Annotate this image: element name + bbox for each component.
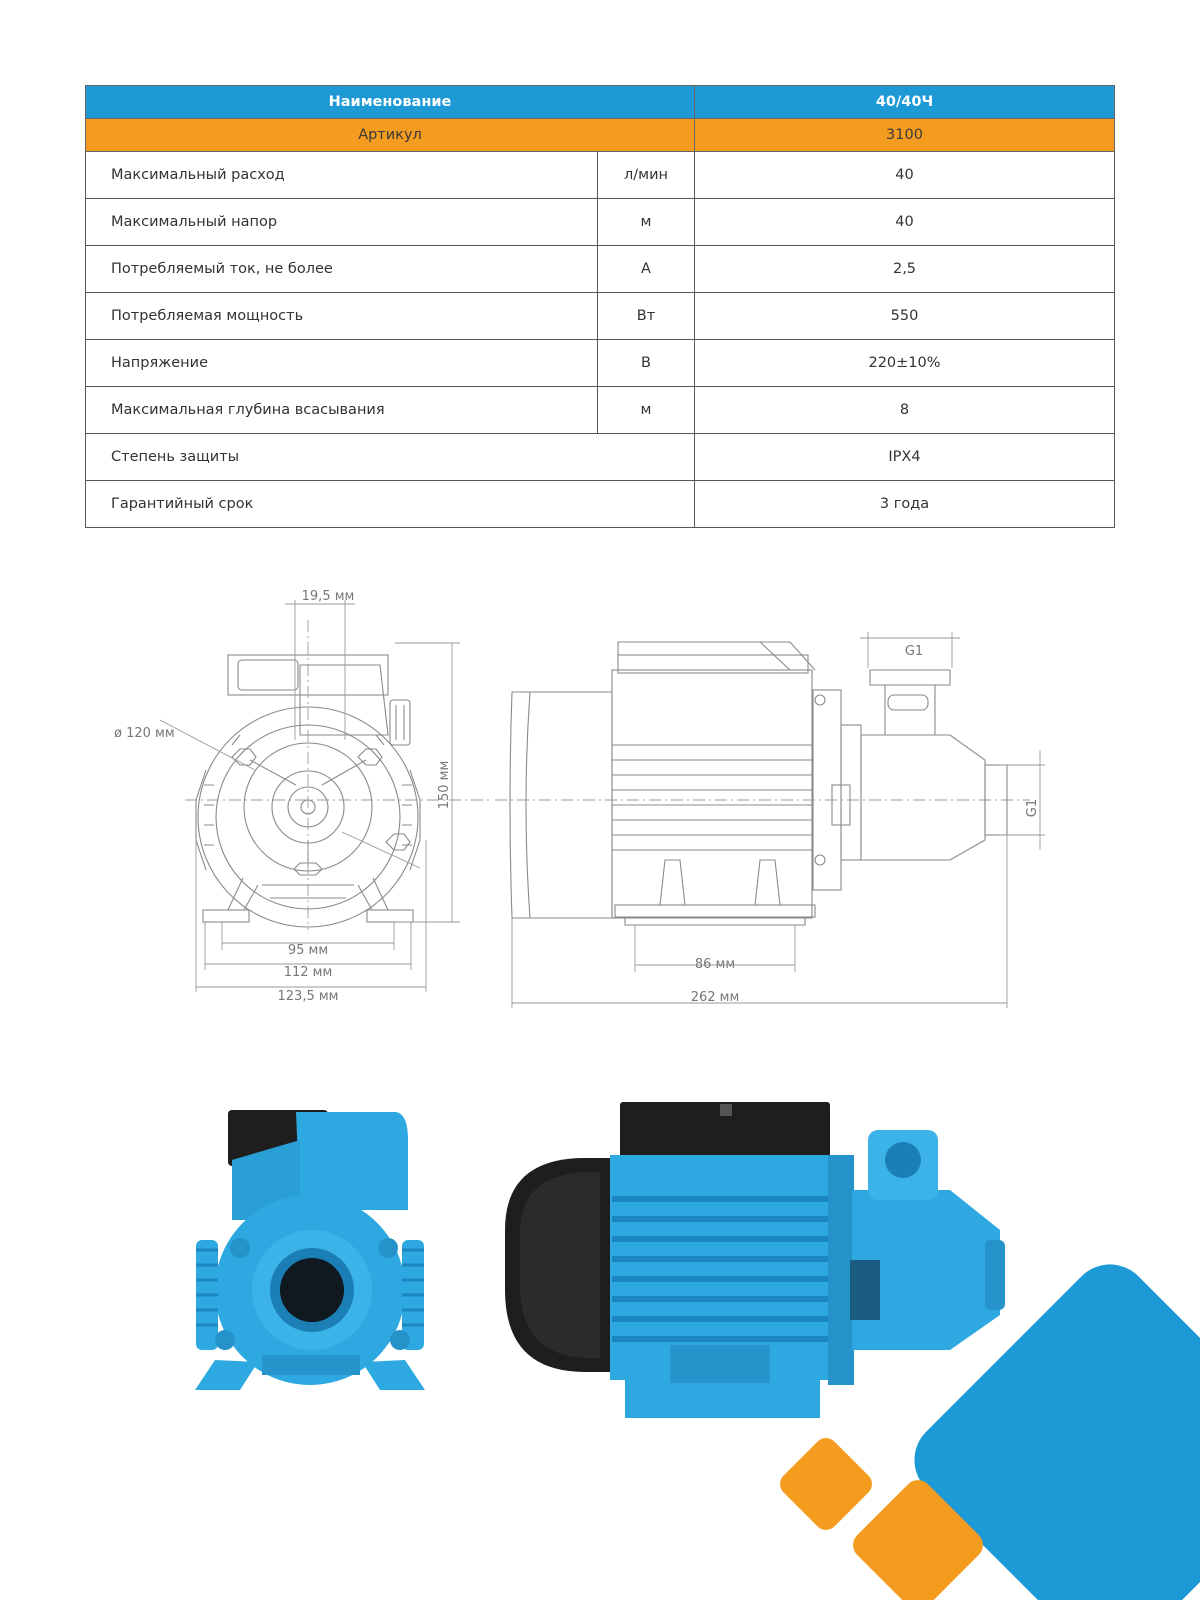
side-view-drawing: [510, 642, 1007, 925]
pump-front-photo: [195, 1110, 425, 1390]
table-row: [86, 434, 1115, 481]
param-value: 2,5: [695, 246, 1115, 293]
param-name: Максимальная глубина всасывания: [86, 387, 598, 434]
param-value: 3 года: [695, 481, 1115, 528]
table-row: [86, 340, 1115, 387]
table-row: [86, 481, 1115, 528]
dim-g1-top-label: G1: [904, 644, 924, 659]
header-article-value: 3100: [695, 119, 1115, 152]
param-unit: л/мин: [598, 152, 695, 199]
param-value: 40: [695, 152, 1115, 199]
param-name: Потребляемая мощность: [86, 293, 598, 340]
table-header-row: [86, 86, 1115, 119]
decor-orange-diamond-small: [775, 1433, 877, 1535]
param-unit: В: [598, 340, 695, 387]
dim-height-label: 150 мм: [437, 760, 452, 810]
param-unit: м: [598, 387, 695, 434]
dim-86-label: 86 мм: [694, 957, 736, 972]
param-name: Напряжение: [86, 340, 598, 387]
param-value: IPX4: [695, 434, 1115, 481]
param-unit: Вт: [598, 293, 695, 340]
param-name: Гарантийный срок: [86, 481, 695, 528]
param-name: Потребляемый ток, не более: [86, 246, 598, 293]
dim-123-label: 123,5 мм: [277, 989, 339, 1004]
table-row: [86, 152, 1115, 199]
param-name: Максимальный расход: [86, 152, 598, 199]
param-unit: м: [598, 199, 695, 246]
param-name: Степень защиты: [86, 434, 695, 481]
table-row: [86, 199, 1115, 246]
dim-diameter-label: ø 120 мм: [114, 726, 175, 741]
table-article-row: [86, 119, 1115, 152]
header-name-value: 40/40Ч: [695, 86, 1115, 119]
pump-side-photo: [505, 1102, 1005, 1418]
dim-112-label: 112 мм: [283, 965, 333, 980]
param-value: 550: [695, 293, 1115, 340]
dim-95-label: 95 мм: [287, 943, 329, 958]
param-unit: А: [598, 246, 695, 293]
header-name-label: Наименование: [86, 86, 695, 119]
dim-outlet-label: 19,5 мм: [301, 589, 355, 604]
dim-g1-side-label: G1: [1025, 798, 1040, 818]
photos-area: [0, 1100, 1200, 1600]
dim-262-label: 262 мм: [690, 990, 740, 1005]
param-value: 40: [695, 199, 1115, 246]
table-row: [86, 293, 1115, 340]
param-name: Максимальный напор: [86, 199, 598, 246]
table-row: [86, 387, 1115, 434]
param-value: 220±10%: [695, 340, 1115, 387]
technical-drawing: [0, 560, 1200, 1030]
param-value: 8: [695, 387, 1115, 434]
spec-table: [85, 85, 1115, 528]
table-row: [86, 246, 1115, 293]
header-article-label: Артикул: [86, 119, 695, 152]
